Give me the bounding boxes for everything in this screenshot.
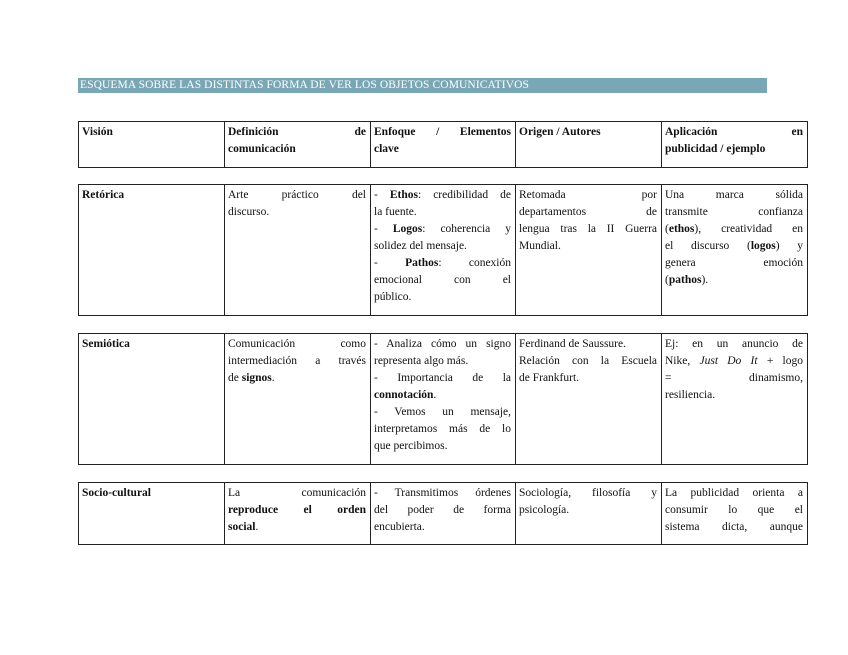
semiotica-origen: Ferdinand de Saussure. Relación con la Escuela de Frankfurt. — [516, 334, 662, 465]
semiotica-vision: Semiótica — [79, 334, 225, 465]
sociocultural-origen: Sociología, filosofía y psicología. — [516, 483, 662, 545]
sociocultural-vision: Socio-cultural — [79, 483, 225, 545]
sociocultural-definicion: La comunicación reproduce el orden social. — [225, 483, 371, 545]
semiotica-enfoque: - Analiza cómo un signo representa algo más. - Importancia de la connotación. - Vemos un mensaje, interpretamos más de lo que percibimos. — [371, 334, 516, 465]
header-enfoque: Enfoque / Elementos clave — [371, 122, 516, 168]
scheme-title-banner: ESQUEMA SOBRE LAS DISTINTAS FORMA DE VER LOS OBJETOS COMUNICATIVOS — [78, 78, 767, 93]
sociocultural-aplicacion: La publicidad orienta a consumir lo que el sistema dicta, aunque — [662, 483, 808, 545]
header-definicion: Definición de comunicación — [225, 122, 371, 168]
header-aplicacion: Aplicación en publicidad / ejemplo — [662, 122, 808, 168]
semiotica-definicion: Comunicación como intermediación a través de signos. — [225, 334, 371, 465]
retorica-definicion: Arte práctico del discurso. — [225, 185, 371, 316]
row-semiotica — [78, 333, 808, 465]
row-retorica — [78, 184, 808, 316]
retorica-aplicacion: Una marca sólida transmite confianza (ethos), creatividad en el discurso (logos) y genera emoción (pathos). — [662, 185, 808, 316]
header-vision: Visión — [79, 122, 225, 168]
retorica-enfoque: - Ethos: credibilidad de la fuente. - Logos: coherencia y solidez del mensaje. - Pathos: conexión emocional con el público. — [371, 185, 516, 316]
retorica-vision: Retórica — [79, 185, 225, 316]
header-origen: Origen / Autores — [516, 122, 662, 168]
row-sociocultural — [78, 482, 808, 545]
retorica-origen: Retomada por departamentos de lengua tras la II Guerra Mundial. — [516, 185, 662, 316]
sociocultural-enfoque: - Transmitimos órdenes del poder de forma encubierta. — [371, 483, 516, 545]
semiotica-aplicacion: Ej: en un anuncio de Nike, Just Do It + logo = dinamismo, resiliencia. — [662, 334, 808, 465]
header-table — [78, 121, 808, 168]
